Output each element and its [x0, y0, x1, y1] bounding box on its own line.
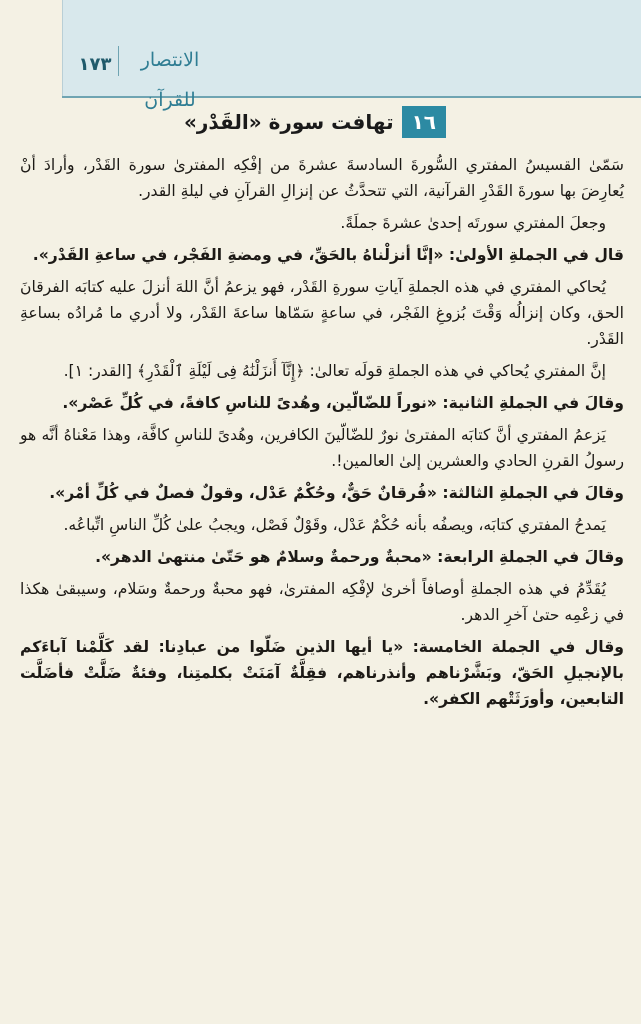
page-number: ١٧٣ [78, 54, 112, 75]
page-body [20, 152, 624, 718]
chapter-title: تهافت سورة «القَدْر» [183, 110, 394, 134]
quoted-sentence: وقال في الجملة الخامسة: «يا أيها الذين ضَلّوا من عبادِنا: لقد كَلَّمْنا آباءَكم بالإنجيلِ الحَقّ، وبَشَّرْناهم وأنذرناهم، فقِلَّةٌ آمَنَتْ بكلمتِنا، وفئةٌ ضَلَّتْ فأضَلَّت التابعين، وأورَثَتْهم الكفر». [20, 638, 624, 708]
running-head-title: الانتصار للقرآن [140, 49, 200, 111]
quoted-sentence: وقالَ في الجملةِ الثالثة: «فُرقانٌ حَقٌّ، وحُكْمٌ عَدْل، وقولٌ فصلٌ في كُلِّ أمْر». [49, 484, 624, 502]
paragraph: يَزعمُ المفتري أنَّ كتابَه المفترىٰ نورٌ للضّالّينَ الكافرين، وهُدىً للناسِ كافَّة، وهذا مَعْناهُ أنَّه هو رسولُ القرنِ الحادي والعشرين إلىٰ العالمين!. [20, 426, 624, 470]
paragraph: يُحاكي المفتري في هذه الجملةِ آياتِ سورةِ القَدْر، فهو يزعمُ أنَّ اللهَ أنزلَ عليه كتابَه الفرقانَ الحق، وكان إنزالُه وَقْتَ بُزوغِ الفَجْر، في ساعةٍ سَمّاها ساعةَ القَدْر، ولا أدري ما مُرادُه بساعةِ القَدْر. [20, 278, 624, 348]
paragraph: يُقَدِّمُ في هذه الجملةِ أوصافاً أخرىٰ لإفْكِه المفترىٰ، فهو محبةٌ ورحمةٌ وسَلام، وسيبقىٰ هكذا في زعْمِه حتىٰ آخرِ الدهر. [20, 580, 624, 624]
chapter-number-badge: ١٦ [402, 106, 446, 138]
header-separator [118, 46, 119, 76]
paragraph: إنَّ المفتري يُحاكي في هذه الجملةِ قولَه تعالىٰ: ﴿إِنَّآ أَنزَلْنَٰهُ فِى لَيْلَةِ ٱلْقَدْرِ﴾ [القدر: ١]. [63, 362, 606, 380]
quoted-sentence: قال في الجملةِ الأولىٰ: «إنَّا أنزلْناهُ بالحَقِّ، في ومضةِ الفَجْر، في ساعةِ القَدْر». [32, 246, 624, 264]
paragraph: سَمّىٰ القسيسُ المفتري السُّورةَ السادسةَ عشرةَ من إفْكِه المفترىٰ سورة القَدْر، وأرادَ أنْ يُعارِضَ بها سورةَ القَدْرِ القرآنية، التي تتحدَّثُ عن إنزالِ القرآنِ في ليلةِ القدر. [20, 156, 624, 200]
paragraph: يَمدحُ المفتري كتابَه، ويصفُه بأنه حُكْمٌ عَدْل، وقَوْلٌ فَصْل، ويجبُ علىٰ كُلِّ الناسِ اتِّباعُه. [63, 516, 606, 534]
chapter-heading [150, 104, 480, 140]
quoted-sentence: وقالَ في الجملةِ الرابعة: «محبةٌ ورحمةٌ وسلامٌ هو حَتّىٰ منتهىٰ الدهر». [95, 548, 624, 566]
quoted-sentence: وقالَ في الجملةِ الثانية: «نوراً للضّالّين، وهُدىً للناسِ كافةً، في كُلِّ عَصْر». [62, 394, 624, 412]
paragraph: وجعلَ المفتري سورتَه إحدىٰ عشرةَ جملَةً. [340, 214, 606, 232]
